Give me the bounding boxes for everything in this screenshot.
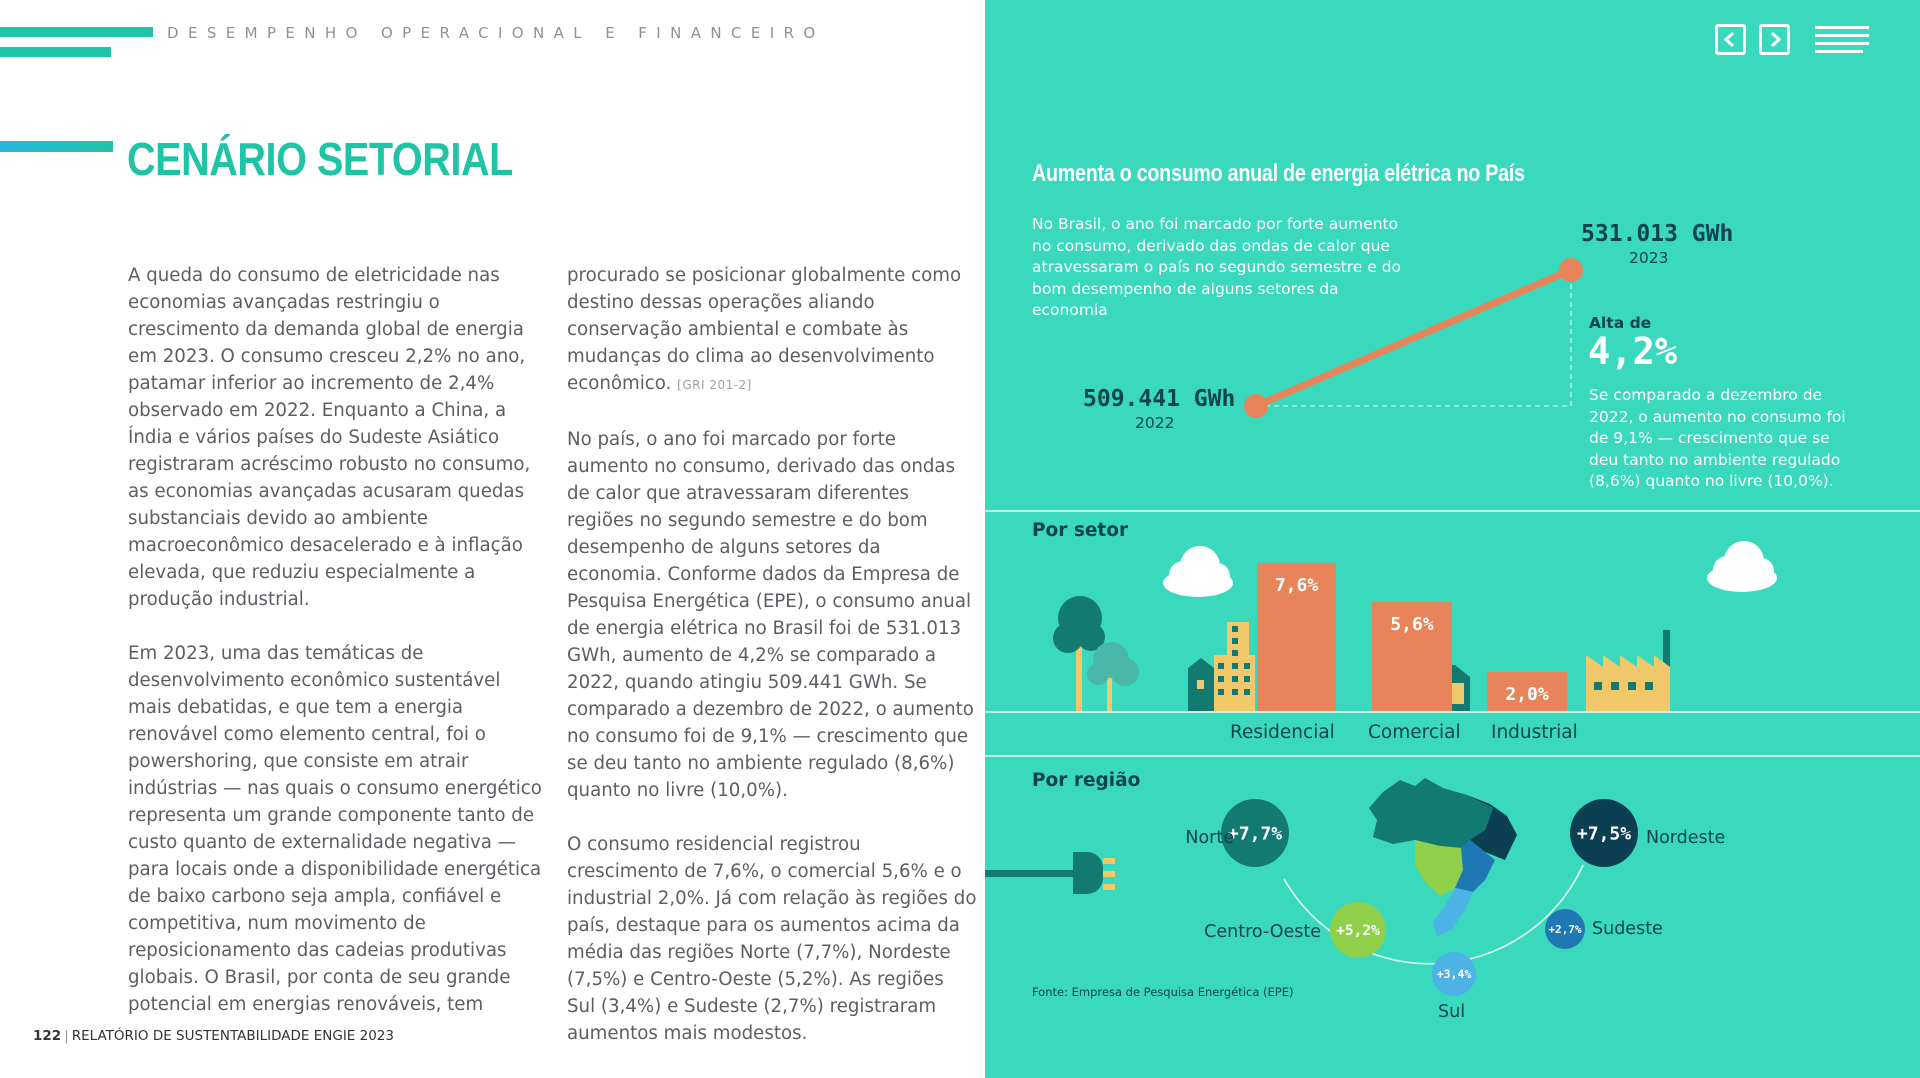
year-label-2022: 2022 (1135, 414, 1175, 432)
factory-icon (1586, 630, 1670, 711)
paragraph: Em 2023, uma das temáticas de desenvolvimento econômico sustentável mais debatidas, e que tem a energia renovável como elemento central, foi o powershoring, que consiste em atrair indústrias — nas quais o consumo energético representa um grande componente tanto de custo quanto de externalidade negativa — para locais onde a disponibilidade energética de baixo carbono seja ampla, confiável e competitiva, num movimento de reposicionamento das cadeias produtivas globais. O Brasil, por conta de seu grande potencial em energias renováveis, tem (128, 643, 542, 1015)
sector-illustration (985, 500, 1920, 760)
increase-description: Se comparado a dezembro de 2022, o aumento no consumo foi de 9,1% — crescimento que se deu tanto no ambiente regulado (8,6%) quanto no livre (10,0%). (1589, 386, 1846, 490)
data-point-2023 (1559, 258, 1583, 282)
data-point-2022 (1244, 394, 1268, 418)
sector-bars (1257, 563, 1567, 711)
region-value-label: +3,4% (1436, 967, 1472, 982)
residential-building-icon (1188, 622, 1255, 711)
cloud-icon (1163, 546, 1233, 597)
brazil-map-icon (1369, 778, 1517, 936)
paragraph: No país, o ano foi marcado por forte aumento no consumo, derivado das ondas de calor que atravessaram diferentes regiões no segundo semestre e do bom desempenho de alguns setores da economia. Conforme dados da Empresa de Pesquisa Energética (EPE), o consumo anual de energia elétrica no Brasil foi de 531.013 GWh, aumento de 4,2% se comparado a 2022, quando atingiu 509.441 GWh. Se comparado a dezembro de 2022, o aumento no consumo foi de 9,1% — crescimento que se deu tanto no ambiente regulado (8,6%) quanto no livre (10,0%). (567, 429, 974, 801)
region-name-label: Sul (1438, 1002, 1466, 1022)
paragraph: O consumo residencial registrou crescimento de 7,6%, o comercial 5,6% e o industrial 2,0%. Já com relação às regiões do país, destaque para os aumentos acima da média das regiões Norte (7,7%), Nordeste (7,5%) e Centro-Oeste (5,2%). As regiões Sul (3,4%) e Sudeste (2,7%) registraram aumentos mais modestos. (567, 834, 977, 1044)
accent-bar (0, 47, 111, 57)
value-label-2023: 531.013 GWh (1581, 221, 1734, 247)
paragraph: A queda do consumo de eletricidade nas economias avançadas restringiu o crescimento da demanda global de energia em 2023. O consumo cresceu 2,2% no ano, patamar inferior ao incremento de 2,4% observado em 2022. Enquanto a China, a Índia e vários países do Sudeste Asiático registraram acréscimo robusto no consumo, as economias avançadas acusaram quedas substanciais devido ao ambiente macroeconômico desacelerado e à inflação elevada, que reduziu especialmente a produção industrial. (128, 265, 531, 610)
section-header: DESEMPENHO OPERACIONAL E FINANCEIRO (167, 24, 825, 42)
title-accent-bar (0, 141, 113, 152)
region-name-label: Sudeste (1592, 919, 1663, 939)
paragraph-text: procurado se posicionar globalmente como destino dessas operações aliando conservação ambiental e combate às mudanças do clima ao desenvolvimento econômico. (567, 265, 962, 394)
sector-value-label: 5,6% (1390, 613, 1434, 635)
sector-category-label: Comercial (1368, 722, 1461, 743)
infographic-title: Aumenta o consumo anual de energia elétrica no País (1032, 160, 1525, 187)
divider (985, 755, 1920, 757)
page-footer (33, 1028, 394, 1044)
infographic-panel (985, 0, 1920, 1078)
region-name-label: Norte (1185, 828, 1234, 848)
accent-bar (0, 27, 153, 37)
cloud-icon (1707, 541, 1777, 592)
footer-separator: | (64, 1028, 69, 1044)
region-value-label: +5,2% (1336, 923, 1380, 940)
tree-icon (1053, 596, 1139, 711)
ground-line (985, 711, 1920, 713)
infographic-intro: No Brasil, o ano foi marcado por forte aumento no consumo, derivado das ondas de calor que atravessaram o país no segundo semestre e do bom desempenho de alguns setores da economia (1032, 215, 1402, 319)
region-value-label: +2,7% (1548, 922, 1582, 936)
increase-value: 4,2% (1588, 330, 1678, 373)
sector-value-label: 7,6% (1274, 574, 1319, 596)
sector-value-label: 2,0% (1505, 684, 1549, 705)
sector-category-label: Residencial (1230, 722, 1335, 743)
sector-title: Por setor (1032, 520, 1129, 541)
region-name-label: Centro-Oeste (1204, 922, 1321, 942)
report-name: RELATÓRIO DE SUSTENTABILIDADE ENGIE 2023 (71, 1028, 394, 1044)
text-column-1 (128, 262, 548, 1045)
region-value-label: +7,5% (1576, 823, 1632, 845)
year-label-2023: 2023 (1629, 249, 1669, 267)
paragraph (567, 262, 977, 399)
region-value-label: +7,7% (1227, 823, 1283, 845)
page-title: CENÁRIO SETORIAL (127, 133, 513, 185)
power-plug-icon (985, 852, 1115, 894)
series-line (1256, 270, 1571, 406)
source-note: Fonte: Empresa de Pesquisa Energética (EPE) (1032, 985, 1294, 999)
region-title: Por região (1032, 770, 1141, 791)
increase-label: Alta de (1589, 314, 1652, 332)
text-column-2 (567, 262, 977, 1074)
value-label-2022: 509.441 GWh (1083, 386, 1236, 412)
gri-reference: [GRI 201-2] (677, 378, 752, 392)
region-name-label: Nordeste (1646, 828, 1726, 848)
page-number: 122 (33, 1028, 62, 1044)
sector-category-label: Industrial (1491, 722, 1578, 743)
